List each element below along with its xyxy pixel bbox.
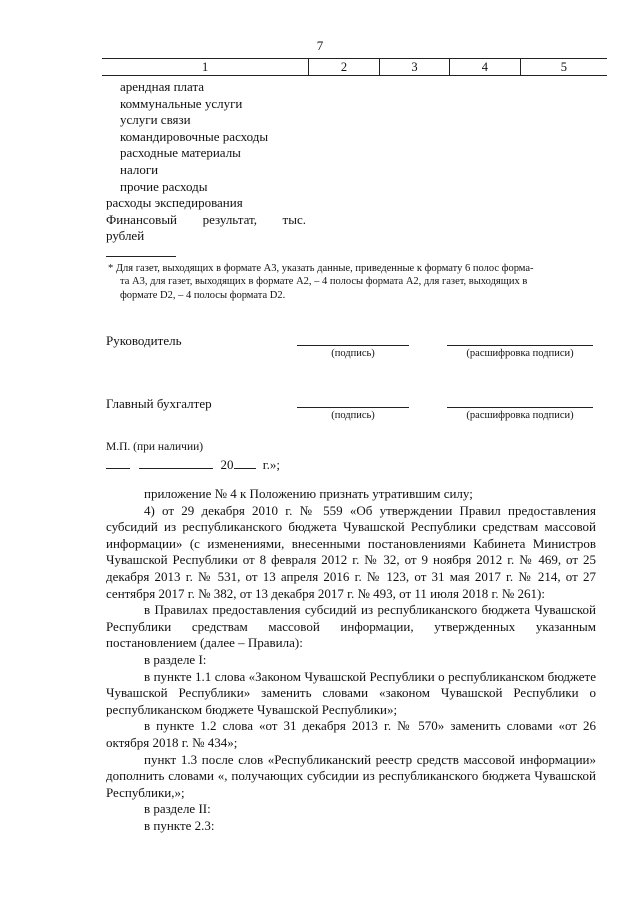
head-label: Руководитель xyxy=(106,333,182,348)
date-suffix: г.»; xyxy=(262,457,280,472)
column-number-1: 1 xyxy=(102,59,309,76)
page-number: 7 xyxy=(316,38,324,53)
accountant-decode-line xyxy=(447,407,593,408)
accountant-sign-caption: (подпись) xyxy=(331,410,375,421)
table-header xyxy=(102,58,607,76)
date-year-prefix: 20 xyxy=(220,457,234,472)
row-financial-result-unit: рублей xyxy=(106,228,145,244)
paragraph-1: приложение № 4 к Положению признать утратившим силу; xyxy=(144,486,473,501)
paragraph-3: в Правилах предоставления субсидий из республиканского бюджета Чувашской Республики средствам массовой информации, утвержденных указанным постановлением (далее – Правила): xyxy=(106,602,596,651)
row-financial-result xyxy=(106,212,306,229)
row-utilities: коммунальные услуги xyxy=(120,95,243,111)
stamp-place: М.П. (при наличии) xyxy=(106,441,204,453)
body-text xyxy=(106,486,596,834)
footnote-line-3: формате D2, – 4 полосы формата D2. xyxy=(120,289,286,301)
paragraph-9: в пункте 2.3: xyxy=(144,817,215,833)
paragraph-5: в пункте 1.1 слова «Законом Чувашской Республики о республиканском бюджете Чувашской Республики» заменить словами «законом Чувашской Республики о республиканском бюджете Чувашской Республики»; xyxy=(106,668,596,717)
financial-result-word3: тыс. xyxy=(282,211,306,227)
head-decode-line xyxy=(447,345,593,346)
row-other: прочие расходы xyxy=(120,178,208,194)
paragraph-2: 4) от 29 декабря 2010 г. № 559 «Об утверждении Правил предоставления субсидий из республиканского бюджета Чувашской Республики средствам массовой информации» (с изменениями, внесенными постановлениями Кабинета Министров Чувашской Республики от 8 февраля 2012 г. № 32, от 9 ноября 2012 г. № 469, от 25 декабря 2013 г. № 531, от 13 апреля 2016 г. № 123, от 31 мая 2017 г. № 214, от 27 сентября 2017 г. № 382, от 13 декабря 2017 г. № 493, от 11 июля 2018 г. № 261): xyxy=(106,502,596,601)
column-number-5: 5 xyxy=(520,59,607,76)
row-forwarding: расходы экспедирования xyxy=(106,195,243,211)
accountant-sign-line xyxy=(297,407,409,408)
footnote xyxy=(108,262,598,302)
row-rent: арендная плата xyxy=(120,79,205,94)
paragraph-7: пункт 1.3 после слов «Республиканский реестр средств массовой информации» дополнить словами «, получающих субсидии из республиканского бюджета Чувашской Республики,»; xyxy=(106,751,596,800)
paragraph-6: в пункте 1.2 слова «от 31 декабря 2013 г. № 570» заменить словами «от 26 октября 2018 г. № 434»; xyxy=(106,718,596,750)
date-year-blank xyxy=(234,456,256,469)
column-number-4: 4 xyxy=(450,59,520,76)
paragraph-8: в разделе II: xyxy=(144,801,211,817)
column-number-2: 2 xyxy=(309,59,379,76)
financial-result-word2: результат, xyxy=(202,211,257,227)
date-month-blank xyxy=(139,456,213,469)
head-sign-line xyxy=(297,345,409,346)
row-travel: командировочные расходы xyxy=(120,128,269,144)
paragraph-4: в разделе I: xyxy=(144,651,207,667)
row-taxes: налоги xyxy=(120,161,159,177)
row-communication: услуги связи xyxy=(120,112,191,128)
expense-rows xyxy=(106,79,316,245)
date-day-blank xyxy=(106,456,130,469)
accountant-label: Главный бухгалтер xyxy=(106,396,212,411)
footnote-line-2: та А3, для газет, выходящих в формате А2, – 4 полосы формата А2, для газет, выходящих в xyxy=(120,276,528,288)
head-sign-caption: (подпись) xyxy=(331,348,375,359)
accountant-decode-caption: (расшифровка подписи) xyxy=(466,410,574,421)
column-number-3: 3 xyxy=(379,59,449,76)
head-decode-caption: (расшифровка подписи) xyxy=(466,348,574,359)
date-line xyxy=(106,456,280,473)
row-materials: расходные материалы xyxy=(120,145,241,161)
financial-result-word1: Финансовый xyxy=(106,211,178,227)
footnote-separator xyxy=(106,256,176,257)
footnote-line-1: * Для газет, выходящих в формате А3, указать данные, приведенные к формату 6 полос форма- xyxy=(108,263,534,274)
